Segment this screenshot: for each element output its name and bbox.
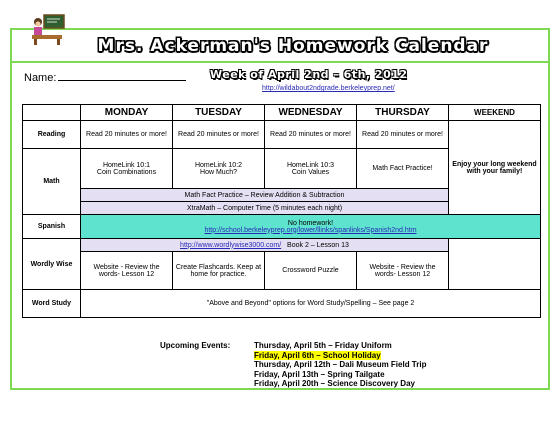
homework-table <box>22 104 541 318</box>
wordly-book: Book 2 – Lesson 13 <box>287 241 349 249</box>
event-text: Thursday, April 5th – Friday Uniform <box>254 341 392 350</box>
wordly-wednesday: Crossword Puzzle <box>265 252 357 290</box>
day-tuesday: TUESDAY <box>173 105 265 121</box>
event-text: Friday, April 20th – Science Discovery Day <box>254 379 415 389</box>
wordly-band <box>81 239 449 252</box>
event-item <box>254 360 454 370</box>
reading-row <box>23 121 541 149</box>
subject-math: Math <box>23 149 81 215</box>
events-label: Upcoming Events: <box>160 341 231 350</box>
event-item <box>254 341 454 351</box>
event-text: Friday, April 13th – Spring Tailgate <box>254 369 385 379</box>
event-item <box>254 370 454 380</box>
math-wednesday: HomeLink 10:3 Coin Values <box>265 149 357 189</box>
event-item <box>254 351 454 361</box>
wordly-monday: Website - Review the words- Lesson 12 <box>81 252 173 290</box>
wordly-link[interactable]: http://www.wordlywise3000.com/ <box>180 241 282 249</box>
name-label: Name: <box>24 72 57 84</box>
reading-tuesday: Read 20 minutes or more! <box>173 121 265 149</box>
reading-monday: Read 20 minutes or more! <box>81 121 173 149</box>
event-text: Friday, April 6th – School Holiday <box>254 350 381 360</box>
weekend-empty-wordly <box>449 239 541 290</box>
spanish-note: No homework! <box>287 219 334 227</box>
name-field <box>24 70 186 84</box>
math-fact-band: Math Fact Practice – Review Addition & Subtraction <box>81 189 449 202</box>
teacher-desk-icon <box>30 14 66 46</box>
wordly-thursday: Website - Review the words- Lesson 12 <box>357 252 449 290</box>
xtramath-band: XtraMath – Computer Time (5 minutes each night) <box>81 202 449 215</box>
spanish-link[interactable]: http://school.berkeleyprep.org/lower/llinks/spanlinks/Spanish2nd.htm <box>204 226 417 234</box>
day-monday: MONDAY <box>81 105 173 121</box>
wordly-tuesday: Create Flashcards. Keep at home for practice. <box>173 252 265 290</box>
weekend-note: Enjoy your long weekend with your family! <box>449 121 541 215</box>
title-divider <box>12 61 548 63</box>
reading-wednesday: Read 20 minutes or more! <box>265 121 357 149</box>
day-wednesday: WEDNESDAY <box>265 105 357 121</box>
site-link[interactable]: http://wildabout2ndgrade.berkeleyprep.net/ <box>262 85 395 92</box>
spanish-row <box>23 215 541 239</box>
name-line <box>58 70 186 81</box>
event-text: Thursday, April 12th – Dali Museum Field Trip <box>254 360 427 370</box>
event-item <box>254 379 454 389</box>
spanish-band <box>81 215 541 239</box>
corner-cell <box>23 105 81 121</box>
reading-thursday: Read 20 minutes or more! <box>357 121 449 149</box>
week-label: Week of April 2nd – 6th, 2012 <box>210 68 408 81</box>
header-row <box>23 105 541 121</box>
subject-spanish: Spanish <box>23 215 81 239</box>
weekend-header: WEEKEND <box>449 105 541 121</box>
subject-wordly-wise: Wordly Wise <box>23 239 81 290</box>
subject-reading: Reading <box>23 121 81 149</box>
day-thursday: THURSDAY <box>357 105 449 121</box>
math-monday: HomeLink 10:1 Coin Combinations <box>81 149 173 189</box>
word-study-note: "Above and Beyond" options for Word Study/Spelling – See page 2 <box>81 290 541 318</box>
wordly-link-row <box>23 239 541 252</box>
math-thursday: Math Fact Practice! <box>357 149 449 189</box>
events-list <box>254 341 454 389</box>
page-title: Mrs. Ackerman's Homework Calendar <box>97 36 489 56</box>
subject-word-study: Word Study <box>23 290 81 318</box>
word-study-row <box>23 290 541 318</box>
math-tuesday: HomeLink 10:2 How Much? <box>173 149 265 189</box>
